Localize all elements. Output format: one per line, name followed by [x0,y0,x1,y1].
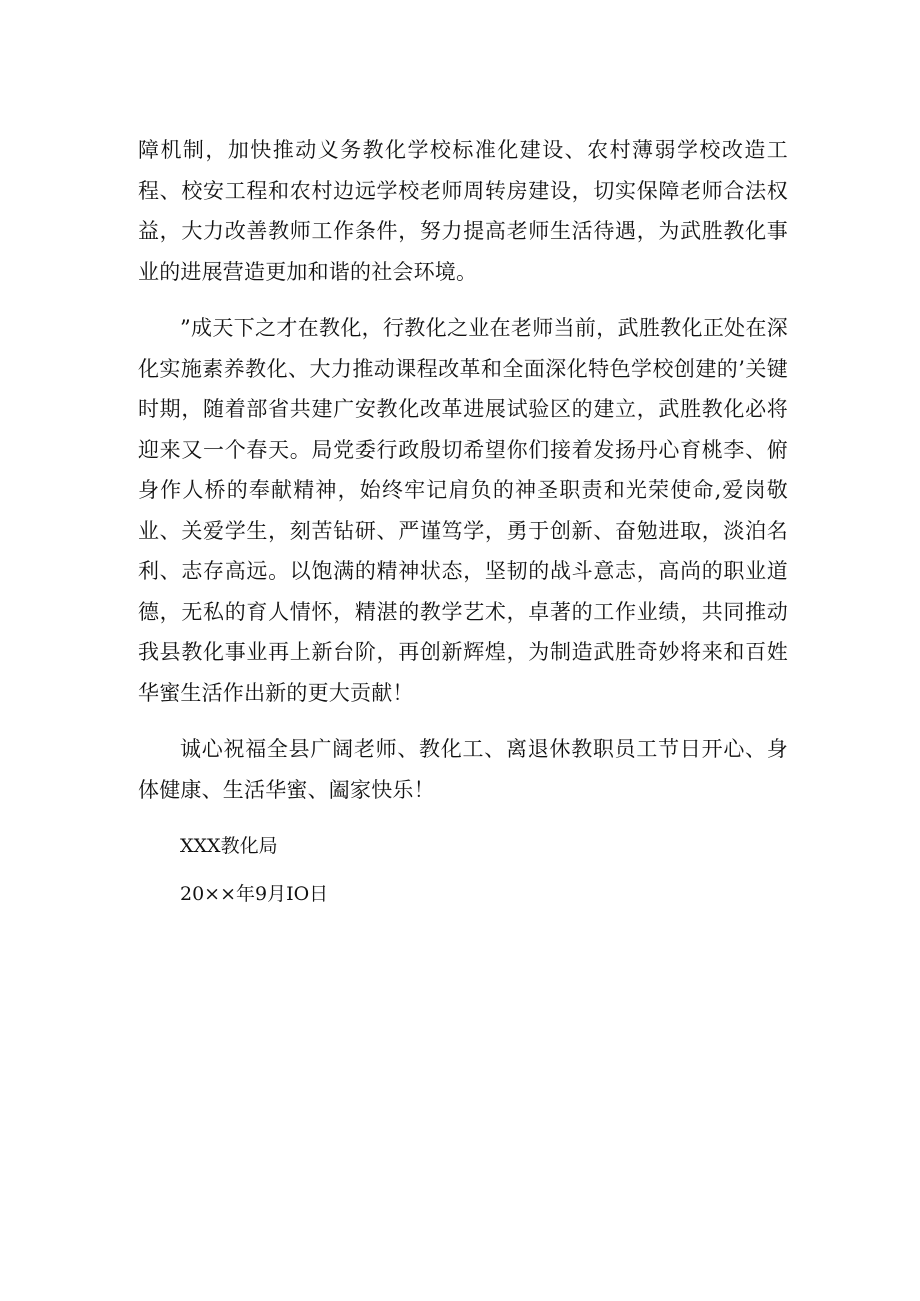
paragraph-continuation: 障机制，加快推动义务教化学校标准化建设、农村薄弱学校改造工程、校安工程和农村边远学校老师周转房建设，切实保障老师合法权益，大力改善教师工作条件，努力提高老师生活待遇，为武胜教化事业的进展营造更加和谐的社会环境。 [138,138,788,284]
document-body [138,130,788,908]
signature-date: 20××年9月IO日 [180,883,329,905]
paragraph-main: ”成天下之才在教化，行教化之业在老师当前，武胜教化正处在深化实施素养教化、大力推动课程改革和全面深化特色学校创建的’关键时期，随着部省共建广安教化改革进展试验区的建立，武胜教化必将迎来又一个春天。局党委行政殷切希望你们接着发扬丹心育桃李、俯身作人桥的奉献精神，始终牢记肩负的神圣职责和光荣使命,爱岗敬业、关爱学生，刻苦钻研、严谨笃学，勇于创新、奋勉进取，淡泊名利、志存高远。以饱满的精神状态，坚韧的战斗意志，高尚的职业道德，无私的育人情怀，精湛的教学艺术，卓著的工作业绩，共同推动我县教化事业再上新台阶，再创新辉煌，为制造武胜奇妙将来和百姓华蜜生活作出新的更大贡献！ [138,316,788,705]
paragraph-greeting: 诚心祝福全县广阔老师、教化工、离退休教职员工节日开心、身体健康、生活华蜜、阖家快乐！ [138,737,788,802]
signature-organization: XXX教化局 [180,835,278,857]
